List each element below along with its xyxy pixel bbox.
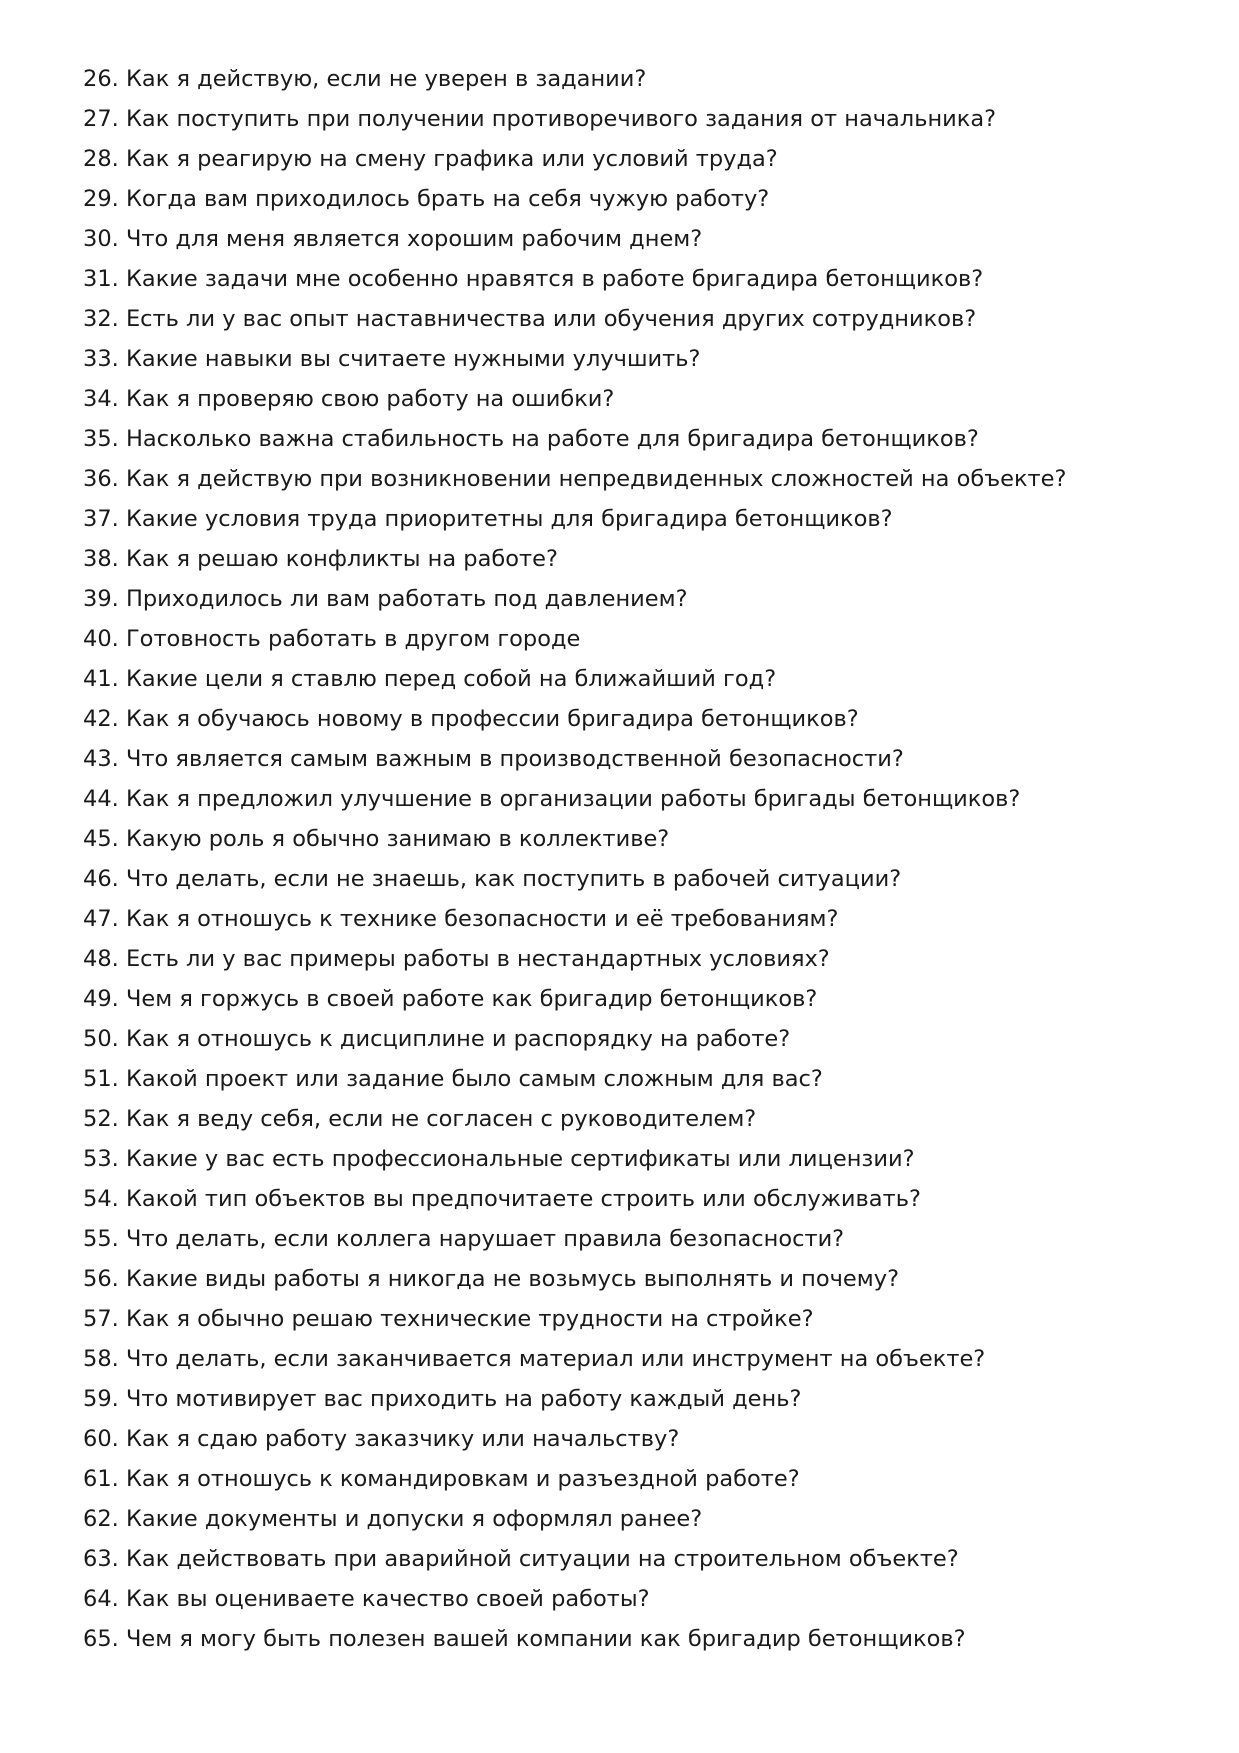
question-item [83,899,1066,939]
question-list [83,59,1066,1659]
question-item [83,139,1066,179]
question-item [83,539,1066,579]
question-text: Какие у вас есть профессиональные сертификаты или лицензии? [125,1146,915,1172]
question-item [83,379,1066,419]
question-text: Есть ли у вас примеры работы в нестандартных условиях? [125,946,830,972]
question-number: 43 . [83,739,126,779]
question-item [83,659,1066,699]
question-text: Что для меня является хорошим рабочим днем? [125,226,703,252]
question-text: Как я решаю конфликты на работе? [125,546,558,572]
question-item [83,459,1066,499]
question-text: Какой проект или задание было самым сложным для вас? [125,1066,823,1092]
question-item [83,699,1066,739]
question-number: 42 . [83,699,126,739]
question-text: Как я действую при возникновении непредвиденных сложностей на объекте? [125,466,1067,492]
question-text: Какие цели я ставлю перед собой на ближайший год? [125,666,777,692]
question-item [83,499,1066,539]
question-text: Какие навыки вы считаете нужными улучшить? [125,346,701,372]
question-item [83,259,1066,299]
question-item [83,619,1066,659]
question-number: 28 . [83,139,126,179]
question-item [83,739,1066,779]
question-text: Как я реагирую на смену графика или условий труда? [125,146,778,172]
question-number: 57 . [83,1299,126,1339]
question-number: 59 . [83,1379,126,1419]
question-number: 62 . [83,1499,126,1539]
question-number: 52 . [83,1099,126,1139]
question-text: Насколько важна стабильность на работе для бригадира бетонщиков? [125,426,979,452]
question-number: 45 . [83,819,126,859]
question-text: Как я отношусь к командировкам и разъездной работе? [125,1466,800,1492]
question-text: Приходилось ли вам работать под давлением? [125,586,688,612]
question-item [83,1419,1066,1459]
question-number: 56 . [83,1259,126,1299]
question-number: 30 . [83,219,126,259]
question-text: Какие документы и допуски я оформлял ранее? [125,1506,703,1532]
question-item [83,1579,1066,1619]
question-text: Какую роль я обычно занимаю в коллективе? [125,826,670,852]
question-item [83,1179,1066,1219]
question-number: 39 . [83,579,126,619]
question-number: 38 . [83,539,126,579]
question-number: 64 . [83,1579,126,1619]
question-number: 65 . [83,1619,126,1659]
question-text: Как поступить при получении противоречивого задания от начальника? [125,106,997,132]
question-text: Как я отношусь к дисциплине и распорядку на работе? [125,1026,791,1052]
question-text: Как я веду себя, если не согласен с руководителем? [125,1106,757,1132]
question-item [83,1339,1066,1379]
question-item [83,1059,1066,1099]
question-text: Есть ли у вас опыт наставничества или обучения других сотрудников? [125,306,977,332]
question-text: Как я действую, если не уверен в задании? [125,66,647,92]
question-text: Какой тип объектов вы предпочитаете строить или обслуживать? [125,1186,921,1212]
question-item [83,179,1066,219]
question-item [83,579,1066,619]
question-number: 31 . [83,259,126,299]
question-number: 54 . [83,1179,126,1219]
question-number: 29 . [83,179,126,219]
question-text: Когда вам приходилось брать на себя чужую работу? [125,186,770,212]
question-item [83,1139,1066,1179]
question-text: Какие условия труда приоритетны для бригадира бетонщиков? [125,506,893,532]
question-item [83,819,1066,859]
question-number: 32 . [83,299,126,339]
question-number: 60 . [83,1419,126,1459]
question-item [83,939,1066,979]
question-text: Как я проверяю свою работу на ошибки? [125,386,615,412]
question-text: Как я обучаюсь новому в профессии бригадира бетонщиков? [125,706,859,732]
question-text: Как я сдаю работу заказчику или начальству? [125,1426,680,1452]
question-number: 47 . [83,899,126,939]
question-item [83,99,1066,139]
question-number: 26 . [83,59,126,99]
question-text: Что является самым важным в производственной безопасности? [125,746,904,772]
question-number: 46 . [83,859,126,899]
question-item [83,1259,1066,1299]
question-text: Готовность работать в другом городе [125,626,581,652]
question-text: Чем я горжусь в своей работе как бригадир бетонщиков? [125,986,818,1012]
question-text: Что делать, если не знаешь, как поступить в рабочей ситуации? [125,866,902,892]
question-text: Как я предложил улучшение в организации работы бригады бетонщиков? [125,786,1021,812]
question-number: 50 . [83,1019,126,1059]
question-item [83,1219,1066,1259]
question-text: Какие виды работы я никогда не возьмусь выполнять и почему? [125,1266,900,1292]
question-item [83,1459,1066,1499]
question-number: 49 . [83,979,126,1019]
question-item [83,219,1066,259]
question-text: Что мотивирует вас приходить на работу каждый день? [125,1386,802,1412]
question-number: 51 . [83,1059,126,1099]
question-item [83,1619,1066,1659]
question-item [83,1099,1066,1139]
question-item [83,979,1066,1019]
question-number: 58 . [83,1339,126,1379]
question-number: 34 . [83,379,126,419]
question-number: 55 . [83,1219,126,1259]
question-number: 40 . [83,619,126,659]
question-number: 27 . [83,99,126,139]
question-number: 36 . [83,459,126,499]
question-text: Что делать, если коллега нарушает правила безопасности? [125,1226,845,1252]
question-item [83,299,1066,339]
question-number: 37 . [83,499,126,539]
question-text: Как я отношусь к технике безопасности и её требованиям? [125,906,839,932]
question-number: 63 . [83,1539,126,1579]
question-item [83,1379,1066,1419]
question-number: 44 . [83,779,126,819]
question-item [83,419,1066,459]
question-text: Что делать, если заканчивается материал или инструмент на объекте? [125,1346,986,1372]
question-number: 35 . [83,419,126,459]
question-number: 61 . [83,1459,126,1499]
question-item [83,1299,1066,1339]
question-item [83,1539,1066,1579]
question-item [83,779,1066,819]
question-number: 33 . [83,339,126,379]
question-text: Чем я могу быть полезен вашей компании как бригадир бетонщиков? [125,1626,966,1652]
question-number: 48 . [83,939,126,979]
question-number: 41 . [83,659,126,699]
question-text: Как вы оцениваете качество своей работы? [125,1586,650,1612]
question-item [83,339,1066,379]
question-item [83,1019,1066,1059]
question-number: 53 . [83,1139,126,1179]
question-text: Как действовать при аварийной ситуации на строительном объекте? [125,1546,959,1572]
question-item [83,59,1066,99]
question-item [83,1499,1066,1539]
question-text: Какие задачи мне особенно нравятся в работе бригадира бетонщиков? [125,266,984,292]
question-item [83,859,1066,899]
question-text: Как я обычно решаю технические трудности на стройке? [125,1306,814,1332]
